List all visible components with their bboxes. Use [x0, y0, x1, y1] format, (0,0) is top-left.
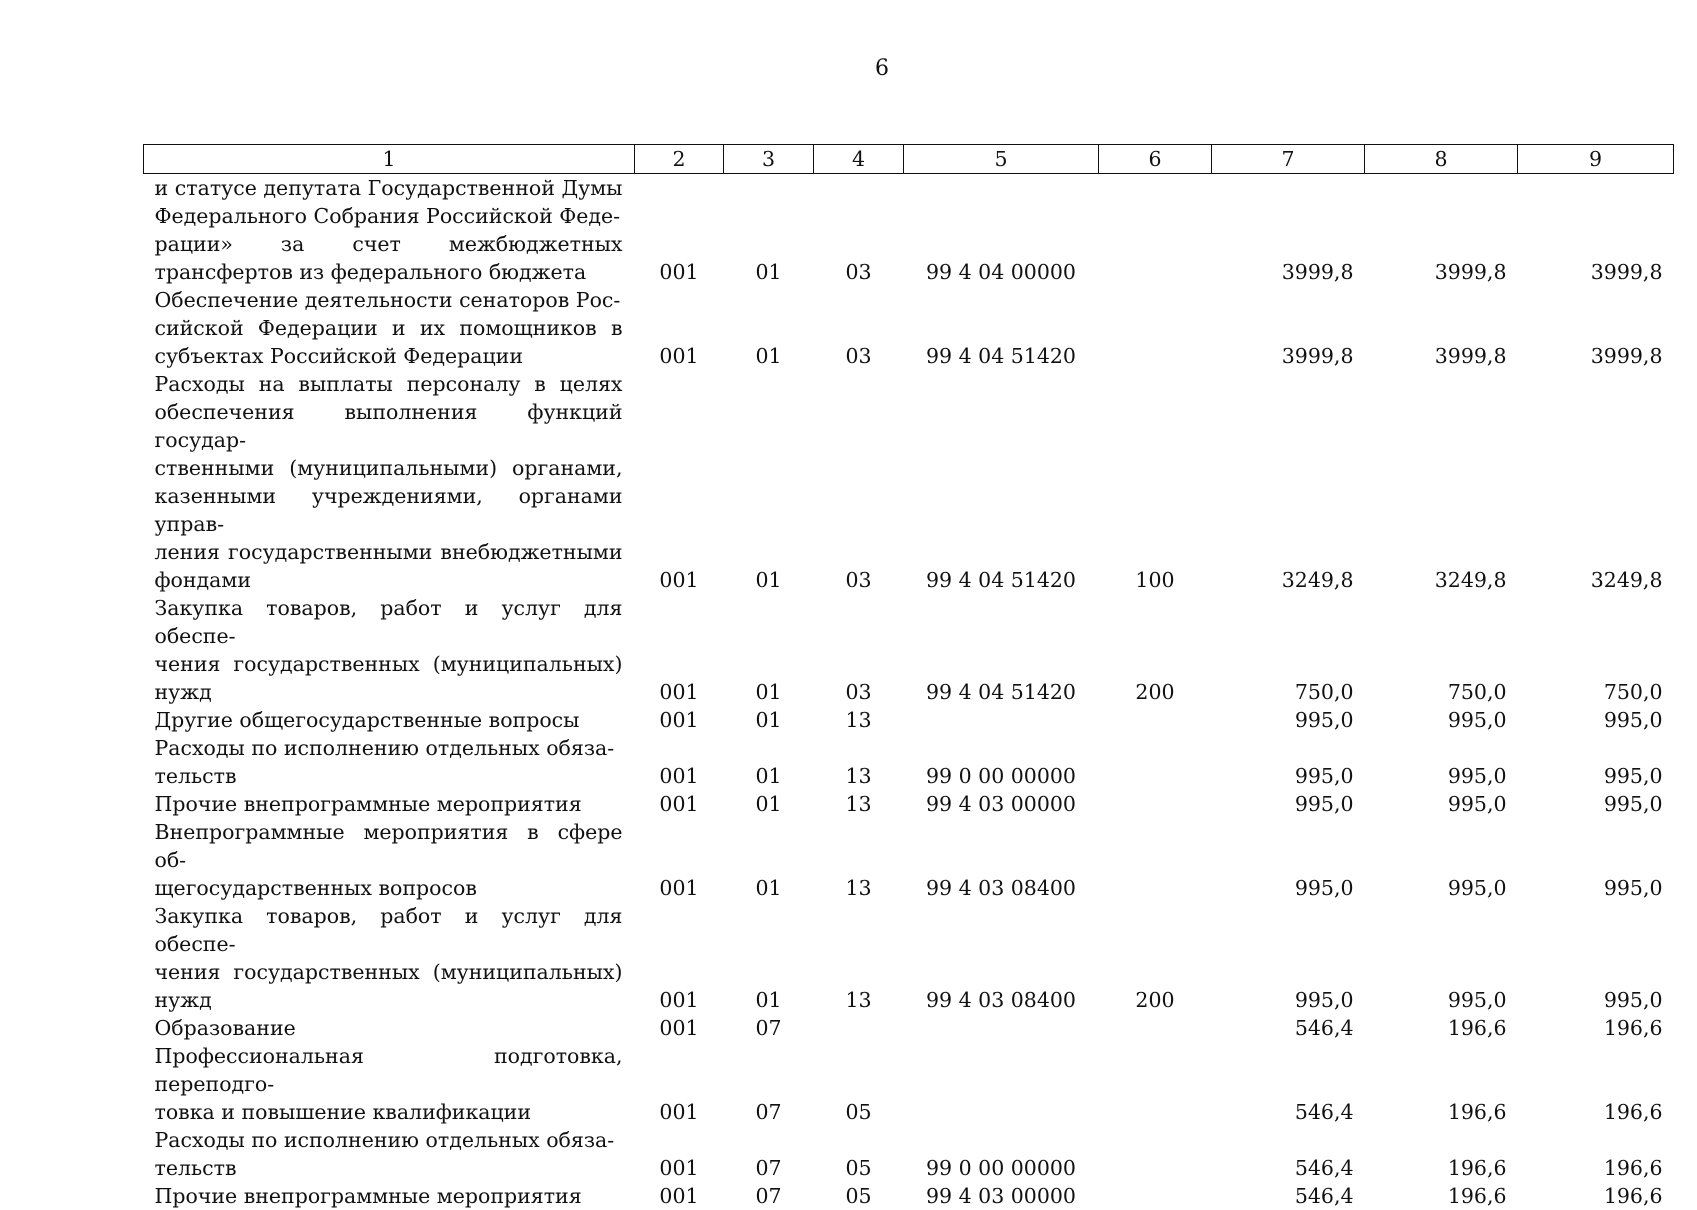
expense-type-cell — [1099, 1126, 1212, 1182]
subsection-cell: 05 — [814, 1182, 904, 1210]
subsection-cell: 13 — [814, 706, 904, 734]
amount-col-7-cell: 546,4 — [1212, 1126, 1365, 1182]
target-article-cell: 99 4 04 51420 — [904, 370, 1099, 594]
header-col-7: 7 — [1212, 145, 1365, 174]
expense-type-cell — [1099, 1182, 1212, 1210]
admin-code-cell: 001 — [635, 818, 724, 902]
amount-col-7-cell: 546,4 — [1212, 1182, 1365, 1210]
expense-type-cell — [1099, 1014, 1212, 1042]
admin-code-cell: 001 — [635, 790, 724, 818]
amount-col-7-cell: 546,4 — [1212, 1042, 1365, 1126]
header-row — [144, 145, 1674, 174]
table-row — [144, 1126, 1674, 1182]
admin-code-cell: 001 — [635, 370, 724, 594]
subsection-cell: 13 — [814, 902, 904, 1014]
description-line: сийской Федерации и их помощников в — [155, 316, 623, 340]
amount-col-7-cell: 995,0 — [1212, 790, 1365, 818]
amount-col-9-cell: 995,0 — [1518, 734, 1674, 790]
description-line: нужд — [155, 988, 212, 1012]
description-line: тельств — [155, 764, 237, 788]
description-line: Расходы по исполнению отдельных обяза- — [155, 736, 615, 760]
row-description — [144, 1182, 635, 1210]
table-row — [144, 734, 1674, 790]
description-line: щегосударственных вопросов — [155, 876, 477, 900]
expense-type-cell: 200 — [1099, 902, 1212, 1014]
amount-col-7-cell: 995,0 — [1212, 818, 1365, 902]
expense-type-cell — [1099, 174, 1212, 287]
section-cell: 01 — [724, 790, 814, 818]
amount-col-8-cell: 995,0 — [1365, 790, 1518, 818]
amount-col-7-cell: 750,0 — [1212, 594, 1365, 706]
description-line: обеспечения выполнения функций государ- — [155, 400, 623, 452]
description-line: Внепрограммные мероприятия в сфере об- — [155, 820, 623, 872]
description-line: рации» за счет межбюджетных трансфертов — [155, 232, 623, 284]
expense-type-cell: 200 — [1099, 594, 1212, 706]
table-row — [144, 706, 1674, 734]
admin-code-cell: 001 — [635, 902, 724, 1014]
admin-code-cell: 001 — [635, 1042, 724, 1126]
subsection-cell: 05 — [814, 1042, 904, 1126]
amount-col-9-cell: 3999,8 — [1518, 174, 1674, 287]
target-article-cell: 99 4 04 51420 — [904, 594, 1099, 706]
amount-col-7-cell: 3249,8 — [1212, 370, 1365, 594]
row-description — [144, 594, 635, 706]
table-row — [144, 174, 1674, 287]
description-line: Закупка товаров, работ и услуг для обеспе- — [155, 596, 623, 648]
section-cell: 01 — [724, 734, 814, 790]
section-cell: 07 — [724, 1014, 814, 1042]
description-line: Закупка товаров, работ и услуг для обеспе- — [155, 904, 623, 956]
expense-type-cell — [1099, 706, 1212, 734]
description-line: и статусе депутата Государственной Думы — [155, 176, 623, 200]
expense-type-cell: 100 — [1099, 370, 1212, 594]
amount-col-9-cell: 750,0 — [1518, 594, 1674, 706]
admin-code-cell: 001 — [635, 1014, 724, 1042]
header-col-5: 5 — [904, 145, 1099, 174]
page-number: 6 — [0, 56, 1697, 82]
amount-col-7-cell: 995,0 — [1212, 706, 1365, 734]
amount-col-9-cell: 995,0 — [1518, 790, 1674, 818]
amount-col-8-cell: 995,0 — [1365, 706, 1518, 734]
row-description — [144, 370, 635, 594]
description-line: казенными учреждениями, органами управ- — [155, 484, 623, 536]
subsection-cell — [814, 1014, 904, 1042]
description-line: Федерального Собрания Российской Феде- — [155, 204, 621, 228]
description-line: нужд — [155, 680, 212, 704]
amount-col-9-cell: 3999,8 — [1518, 286, 1674, 370]
amount-col-8-cell: 3999,8 — [1365, 286, 1518, 370]
expense-type-cell — [1099, 1042, 1212, 1126]
amount-col-8-cell: 196,6 — [1365, 1042, 1518, 1126]
subsection-cell: 03 — [814, 174, 904, 287]
row-description — [144, 1126, 635, 1182]
row-description — [144, 706, 635, 734]
table-row — [144, 902, 1674, 1014]
description-line: ления государственными внебюджетными — [155, 540, 623, 564]
subsection-cell: 05 — [814, 1126, 904, 1182]
row-description — [144, 818, 635, 902]
subsection-cell: 03 — [814, 370, 904, 594]
description-line: тельств — [155, 1156, 237, 1180]
subsection-cell: 03 — [814, 286, 904, 370]
amount-col-7-cell: 995,0 — [1212, 734, 1365, 790]
amount-col-8-cell: 995,0 — [1365, 902, 1518, 1014]
table-row — [144, 818, 1674, 902]
amount-col-8-cell: 750,0 — [1365, 594, 1518, 706]
table-header — [144, 145, 1674, 174]
admin-code-cell: 001 — [635, 734, 724, 790]
header-col-9: 9 — [1518, 145, 1674, 174]
admin-code-cell: 001 — [635, 1126, 724, 1182]
header-col-2: 2 — [635, 145, 724, 174]
header-col-6: 6 — [1099, 145, 1212, 174]
description-line: Образование — [155, 1016, 296, 1040]
description-line: Расходы по исполнению отдельных обяза- — [155, 1128, 615, 1152]
amount-col-7-cell: 546,4 — [1212, 1014, 1365, 1042]
admin-code-cell: 001 — [635, 174, 724, 287]
row-description — [144, 1014, 635, 1042]
amount-col-8-cell: 196,6 — [1365, 1014, 1518, 1042]
target-article-cell: 99 4 04 51420 — [904, 286, 1099, 370]
description-line: товка и повышение квалификации — [155, 1100, 532, 1124]
subsection-cell: 03 — [814, 594, 904, 706]
section-cell: 01 — [724, 174, 814, 287]
subsection-cell: 13 — [814, 818, 904, 902]
target-article-cell: 99 0 00 00000 — [904, 1126, 1099, 1182]
amount-col-8-cell: 196,6 — [1365, 1126, 1518, 1182]
header-col-3: 3 — [724, 145, 814, 174]
description-line: фондами — [155, 568, 252, 592]
amount-col-8-cell: 3999,8 — [1365, 174, 1518, 287]
amount-col-7-cell: 3999,8 — [1212, 286, 1365, 370]
amount-col-8-cell: 196,6 — [1365, 1182, 1518, 1210]
amount-col-8-cell: 995,0 — [1365, 818, 1518, 902]
expense-type-cell — [1099, 286, 1212, 370]
subsection-cell: 13 — [814, 790, 904, 818]
description-line: Прочие внепрограммные мероприятия — [155, 792, 582, 816]
budget-table — [143, 144, 1674, 1210]
section-cell: 01 — [724, 594, 814, 706]
table-row — [144, 594, 1674, 706]
table-row — [144, 790, 1674, 818]
row-description — [144, 902, 635, 1014]
description-line: Обеспечение деятельности сенаторов Рос- — [155, 288, 621, 312]
amount-col-9-cell: 196,6 — [1518, 1182, 1674, 1210]
row-description — [144, 286, 635, 370]
section-cell: 01 — [724, 818, 814, 902]
target-article-cell: 99 4 03 00000 — [904, 1182, 1099, 1210]
target-article-cell: 99 0 00 00000 — [904, 734, 1099, 790]
description-line: субъектах Российской Федерации — [155, 344, 524, 368]
amount-col-9-cell: 3249,8 — [1518, 370, 1674, 594]
amount-col-8-cell: 3249,8 — [1365, 370, 1518, 594]
section-cell: 01 — [724, 370, 814, 594]
table-row — [144, 370, 1674, 594]
header-col-8: 8 — [1365, 145, 1518, 174]
expense-type-cell — [1099, 734, 1212, 790]
row-description — [144, 1042, 635, 1126]
description-line: чения государственных (муниципальных) — [155, 960, 623, 984]
expense-type-cell — [1099, 818, 1212, 902]
section-cell: 07 — [724, 1126, 814, 1182]
subsection-cell: 13 — [814, 734, 904, 790]
table-row — [144, 286, 1674, 370]
section-cell: 01 — [724, 902, 814, 1014]
header-col-1: 1 — [144, 145, 635, 174]
header-col-4: 4 — [814, 145, 904, 174]
row-description — [144, 734, 635, 790]
row-description — [144, 790, 635, 818]
table-row — [144, 1014, 1674, 1042]
admin-code-cell: 001 — [635, 286, 724, 370]
admin-code-cell: 001 — [635, 594, 724, 706]
admin-code-cell: 001 — [635, 706, 724, 734]
amount-col-8-cell: 995,0 — [1365, 734, 1518, 790]
amount-col-9-cell: 196,6 — [1518, 1042, 1674, 1126]
expense-type-cell — [1099, 790, 1212, 818]
target-article-cell: 99 4 03 00000 — [904, 790, 1099, 818]
table-row — [144, 1182, 1674, 1210]
description-line: Расходы на выплаты персоналу в целях — [155, 372, 623, 396]
amount-col-9-cell: 196,6 — [1518, 1126, 1674, 1182]
section-cell: 01 — [724, 286, 814, 370]
description-line: ственными (муниципальными) органами, — [155, 456, 623, 480]
description-line: Профессиональная подготовка, переподго- — [155, 1044, 623, 1096]
amount-col-7-cell: 995,0 — [1212, 902, 1365, 1014]
description-line: из федерального бюджета — [299, 260, 586, 284]
amount-col-9-cell: 196,6 — [1518, 1014, 1674, 1042]
amount-col-7-cell: 3999,8 — [1212, 174, 1365, 287]
target-article-cell — [904, 1042, 1099, 1126]
admin-code-cell: 001 — [635, 1182, 724, 1210]
row-description — [144, 174, 635, 287]
section-cell: 07 — [724, 1042, 814, 1126]
section-cell: 07 — [724, 1182, 814, 1210]
description-line: Прочие внепрограммные мероприятия — [155, 1184, 582, 1208]
description-line: чения государственных (муниципальных) — [155, 652, 623, 676]
target-article-cell — [904, 1014, 1099, 1042]
amount-col-9-cell: 995,0 — [1518, 706, 1674, 734]
section-cell: 01 — [724, 706, 814, 734]
table-row — [144, 1042, 1674, 1126]
amount-col-9-cell: 995,0 — [1518, 902, 1674, 1014]
target-article-cell: 99 4 03 08400 — [904, 902, 1099, 1014]
target-article-cell: 99 4 04 00000 — [904, 174, 1099, 287]
table-body — [144, 174, 1674, 1210]
description-line: Другие общегосударственные вопросы — [155, 708, 580, 732]
amount-col-9-cell: 995,0 — [1518, 818, 1674, 902]
target-article-cell — [904, 706, 1099, 734]
target-article-cell: 99 4 03 08400 — [904, 818, 1099, 902]
